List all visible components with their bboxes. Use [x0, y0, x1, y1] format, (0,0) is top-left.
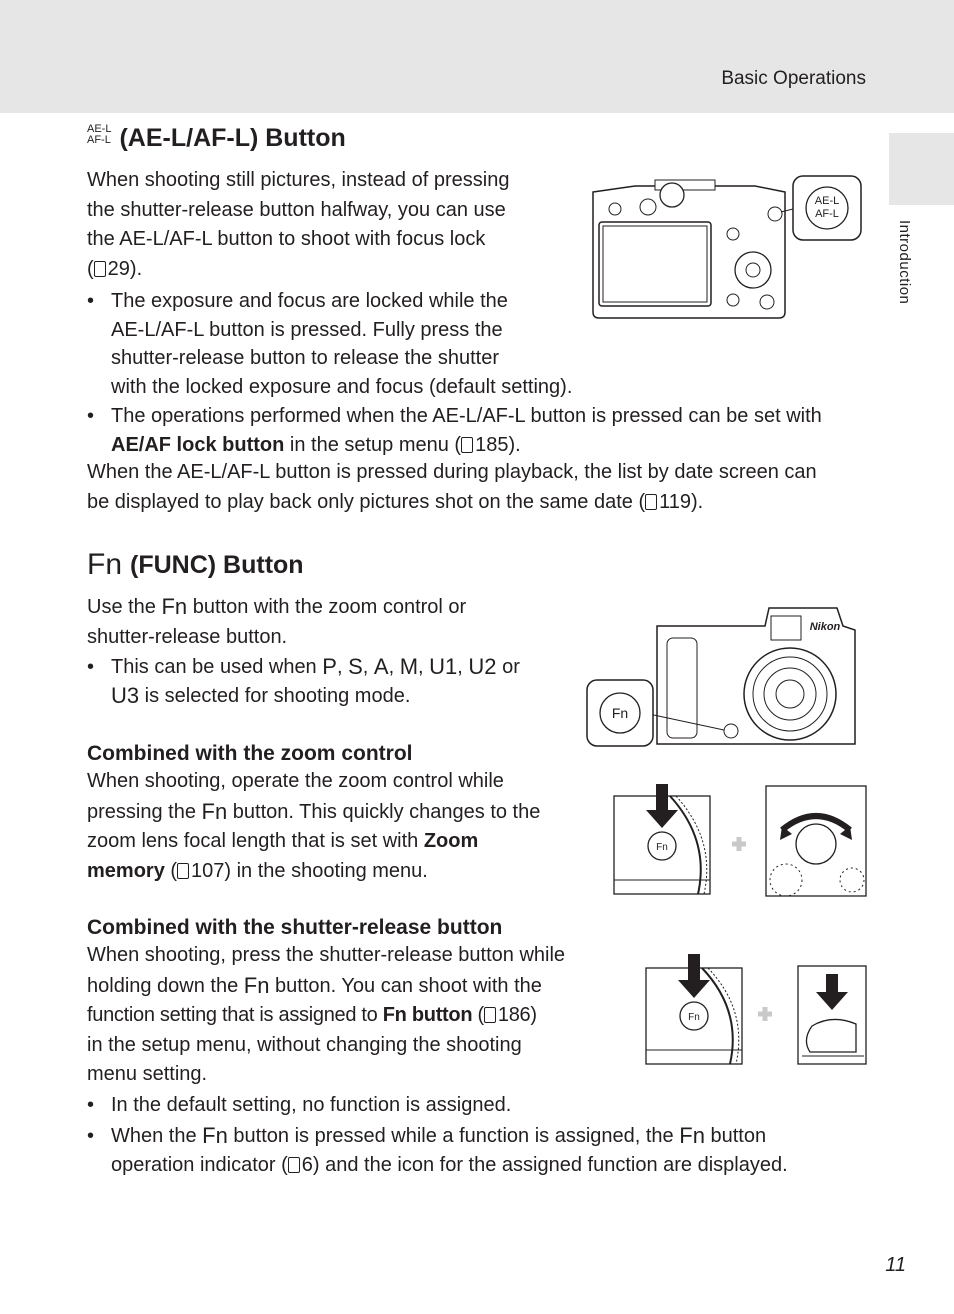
chapter-tab-label: Introduction [896, 220, 913, 305]
mode-u1-icon: U1 [429, 654, 458, 679]
header-band [0, 0, 954, 113]
fn-button-label: Fn [688, 1012, 700, 1023]
fn-button-label: Fn [656, 842, 668, 853]
page-ref-icon [288, 1157, 300, 1173]
camera-back-illustration [585, 172, 865, 322]
page-ref-icon [94, 261, 106, 277]
fn-icon: Fn [202, 1123, 228, 1148]
shutter-bullet-1: • In the default setting, no function is assigned. [87, 1091, 911, 1120]
ael-playback-note: When the AE-L/AF-L button is pressed during playback, the list by date screen can be displayed to play back only pictures shot on the same date ( 119). [87, 461, 817, 513]
fn-bullet: • This can be used when P, S, A, M, U1, U2 or U3 is selected for shooting mode. [87, 653, 581, 710]
ael-section-title: AE-L AF-L (AE-L/AF-L) Button [87, 123, 346, 152]
shutter-body: When shooting, press the shutter-release button while holding down the Fn button. You can shoot with the function setting that is assigned to Fn button ( 186) in the setup menu, without changing the shooting menu setting. [87, 944, 566, 1085]
shutter-bullet-2: • When the Fn button is pressed while a function is assigned, the Fn button operation indicator ( 6) and the icon for the assigned function are displayed. [87, 1122, 901, 1179]
ael-bullet-2: • The operations performed when the AE-L/AF-L button is pressed can be set with AE/AF lock button in the setup menu ( 185). [87, 402, 901, 459]
page-ref-icon [177, 863, 189, 879]
mode-u2-icon: U2 [468, 654, 497, 679]
shutter-combo-illustration [642, 952, 870, 1068]
page-ref-icon [484, 1007, 496, 1023]
mode-p-icon: P [322, 654, 337, 679]
zoom-subheading: Combined with the zoom control [87, 742, 413, 765]
mode-a-icon: A [373, 654, 389, 679]
running-header: Basic Operations [721, 68, 866, 89]
mode-m-icon: M [399, 654, 419, 679]
fn-section-title: Fn (FUNC) Button [87, 548, 304, 581]
callout-ael-bottom: AF-L [815, 208, 839, 220]
ael-bullet-1: • The exposure and focus are locked while the AE-L/AF-L button is pressed. Fully press the shutter-release button to release the shutter with the locked exposure and focus (default setting). [87, 287, 871, 401]
zoom-body: When shooting, operate the zoom control while pressing the Fn button. This quickly changes to the zoom lens focal length that is set with Zoom memory ( 107) in the shooting menu. [87, 770, 541, 882]
fn-icon: Fn [243, 972, 270, 998]
fn-icon: Fn [161, 594, 188, 619]
shutter-subheading: Combined with the shutter-release button [87, 916, 503, 939]
fn-icon: Fn [201, 798, 228, 824]
camera-brand-label: Nikon [809, 621, 841, 633]
page-ref-icon [461, 437, 473, 453]
chapter-tab [889, 133, 954, 205]
camera-front-illustration [585, 602, 865, 748]
fn-icon: Fn [679, 1123, 705, 1148]
page-number: 11 [885, 1254, 906, 1276]
zoom-combo-illustration [610, 780, 870, 898]
callout-ael-top: AE-L [814, 195, 840, 207]
page-ref-icon [645, 494, 657, 510]
callout-fn-label: Fn [611, 705, 629, 721]
plus-icon [758, 1007, 772, 1021]
fn-icon: Fn [87, 548, 123, 581]
ael-intro: When shooting still pictures, instead of pressing the shutter-release button halfway, you can use the AE-L/AF-L button to shoot with focus lock ( 29). [87, 169, 510, 280]
mode-s-icon: S [348, 654, 363, 679]
fn-intro: Use the Fn button with the zoom control or shutter-release button. [87, 594, 467, 648]
plus-icon [732, 837, 746, 851]
ael-afl-icon: AE-L AF-L [87, 123, 112, 146]
mode-u3-icon: U3 [111, 682, 140, 708]
